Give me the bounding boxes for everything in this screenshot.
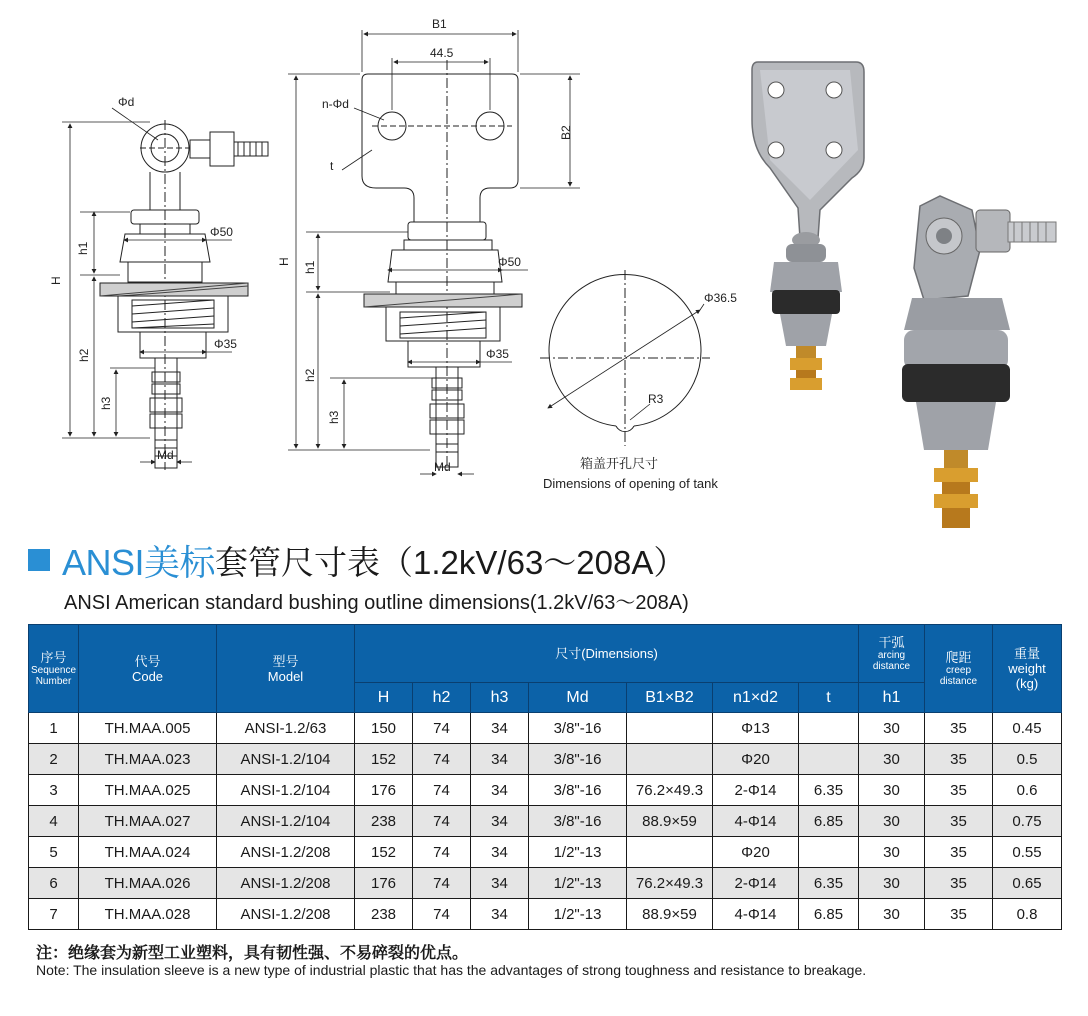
- cell-model: ANSI-1.2/104: [217, 775, 355, 806]
- cell-b1b2: 88.9×59: [627, 899, 713, 930]
- header-arcing-distance: 干弧 arcing distance: [859, 625, 925, 683]
- section-title: [28, 538, 686, 582]
- cell-t: [799, 713, 859, 744]
- drawing-tank-opening: [540, 270, 710, 446]
- note-chinese: 注：绝缘套为新型工业塑料，具有韧性强、不易碎裂的优点。: [36, 945, 469, 962]
- label-B2: B2: [559, 125, 573, 140]
- cell-sequence: 3: [29, 775, 79, 806]
- cell-creep: 35: [925, 837, 993, 868]
- cell-sequence: 6: [29, 868, 79, 899]
- header-weight: 重量 weight (kg): [993, 625, 1062, 713]
- section-subtitle: ANSI American standard bushing outline dimensions(1.2kV/63～208A): [64, 592, 689, 614]
- label-phi50-1: Φ50: [210, 225, 233, 239]
- header-dimensions: 尺寸(Dimensions): [355, 625, 859, 683]
- label-t: t: [330, 159, 334, 173]
- cell-creep: 35: [925, 899, 993, 930]
- label-phi50-2: Φ50: [498, 255, 521, 269]
- cell-h3: 34: [471, 837, 529, 868]
- header-h3: h3: [471, 683, 529, 713]
- cell-md: 3/8"-16: [529, 806, 627, 837]
- title-ansi: ANSI美标: [62, 541, 216, 583]
- table-row: [29, 899, 1062, 930]
- cell-creep: 35: [925, 775, 993, 806]
- table-row: [29, 868, 1062, 899]
- cell-model: ANSI-1.2/63: [217, 713, 355, 744]
- header-creep-distance: 爬距 creep distance: [925, 625, 993, 713]
- cell-code: TH.MAA.026: [79, 868, 217, 899]
- header-code: 代号 Code: [79, 625, 217, 713]
- cell-n1d2: Φ13: [713, 713, 799, 744]
- cell-h1: 30: [859, 868, 925, 899]
- cell-md: 3/8"-16: [529, 744, 627, 775]
- tank-caption-en: Dimensions of opening of tank: [543, 476, 718, 491]
- label-H-2: H: [277, 257, 291, 266]
- cell-model: ANSI-1.2/208: [217, 899, 355, 930]
- cell-h1: 30: [859, 806, 925, 837]
- cell-code: TH.MAA.024: [79, 837, 217, 868]
- cell-sequence: 2: [29, 744, 79, 775]
- table-row: [29, 713, 1062, 744]
- table-row: [29, 837, 1062, 868]
- cell-md: 3/8"-16: [529, 713, 627, 744]
- cell-weight: 0.55: [993, 837, 1062, 868]
- cell-H: 150: [355, 713, 413, 744]
- dimension-table: [28, 624, 1062, 930]
- title-cn: 套管尺寸表（1.2kV/63～208A）: [215, 543, 687, 581]
- cell-b1b2: [627, 744, 713, 775]
- cell-n1d2: 4-Φ14: [713, 806, 799, 837]
- header-model: 型号 Model: [217, 625, 355, 713]
- cell-t: 6.85: [799, 899, 859, 930]
- cell-h1: 30: [859, 899, 925, 930]
- label-h2-2: h2: [303, 368, 317, 382]
- header-H: H: [355, 683, 413, 713]
- cell-h2: 74: [413, 899, 471, 930]
- cell-h1: 30: [859, 775, 925, 806]
- drawing-eyebolt-bushing: [62, 108, 268, 470]
- cell-h3: 34: [471, 899, 529, 930]
- label-phi-d: Φd: [118, 95, 135, 109]
- cell-model: ANSI-1.2/104: [217, 744, 355, 775]
- cell-h2: 74: [413, 837, 471, 868]
- table-row: [29, 806, 1062, 837]
- label-phi35-1: Φ35: [214, 337, 237, 351]
- cell-h2: 74: [413, 775, 471, 806]
- label-R3: R3: [648, 392, 664, 406]
- cell-n1d2: 4-Φ14: [713, 899, 799, 930]
- cell-H: 238: [355, 899, 413, 930]
- cell-code: TH.MAA.028: [79, 899, 217, 930]
- cell-t: [799, 744, 859, 775]
- cell-t: [799, 837, 859, 868]
- cell-h3: 34: [471, 806, 529, 837]
- label-h2-1: h2: [77, 348, 91, 362]
- cell-h1: 30: [859, 837, 925, 868]
- cell-b1b2: 76.2×49.3: [627, 775, 713, 806]
- title-bullet-square: [28, 549, 50, 571]
- label-H-1: H: [49, 276, 63, 285]
- cell-creep: 35: [925, 868, 993, 899]
- header-b1b2: B1×B2: [627, 683, 713, 713]
- header-sequence: 序号 Sequence Number: [29, 625, 79, 713]
- cell-creep: 35: [925, 744, 993, 775]
- label-n-phi-d: n-Φd: [322, 97, 349, 111]
- label-phi35-2: Φ35: [486, 347, 509, 361]
- cell-sequence: 4: [29, 806, 79, 837]
- cell-weight: 0.75: [993, 806, 1062, 837]
- cell-h2: 74: [413, 744, 471, 775]
- label-h1-1: h1: [76, 241, 90, 255]
- cell-creep: 35: [925, 806, 993, 837]
- cell-t: 6.85: [799, 806, 859, 837]
- table-row: [29, 744, 1062, 775]
- cell-b1b2: [627, 713, 713, 744]
- cell-h2: 74: [413, 713, 471, 744]
- header-n1d2: n1×d2: [713, 683, 799, 713]
- cell-n1d2: 2-Φ14: [713, 775, 799, 806]
- label-h3-1: h3: [99, 396, 113, 410]
- table-row: [29, 775, 1062, 806]
- cell-n1d2: Φ20: [713, 837, 799, 868]
- cell-H: 176: [355, 775, 413, 806]
- cell-h3: 34: [471, 775, 529, 806]
- label-phi36-5: Φ36.5: [704, 291, 737, 305]
- label-44-5: 44.5: [430, 46, 454, 60]
- cell-code: TH.MAA.027: [79, 806, 217, 837]
- header-h2: h2: [413, 683, 471, 713]
- cell-H: 238: [355, 806, 413, 837]
- cell-weight: 0.45: [993, 713, 1062, 744]
- cell-h1: 30: [859, 713, 925, 744]
- cell-model: ANSI-1.2/208: [217, 837, 355, 868]
- cell-code: TH.MAA.023: [79, 744, 217, 775]
- cell-creep: 35: [925, 713, 993, 744]
- note-english: Note: The insulation sleeve is a new type of industrial plastic that has the advantages of strong toughness and resistance to breakage.: [36, 962, 867, 978]
- cell-H: 176: [355, 868, 413, 899]
- cell-H: 152: [355, 744, 413, 775]
- cell-h2: 74: [413, 868, 471, 899]
- cell-h3: 34: [471, 744, 529, 775]
- cell-n1d2: 2-Φ14: [713, 868, 799, 899]
- cell-sequence: 7: [29, 899, 79, 930]
- cell-model: ANSI-1.2/208: [217, 868, 355, 899]
- cell-b1b2: [627, 837, 713, 868]
- label-B1: B1: [432, 17, 447, 31]
- cell-t: 6.35: [799, 775, 859, 806]
- cell-code: TH.MAA.025: [79, 775, 217, 806]
- cell-md: 1/2"-13: [529, 868, 627, 899]
- cell-md: 3/8"-16: [529, 775, 627, 806]
- cell-n1d2: Φ20: [713, 744, 799, 775]
- cell-model: ANSI-1.2/104: [217, 806, 355, 837]
- cell-sequence: 1: [29, 713, 79, 744]
- cell-md: 1/2"-13: [529, 899, 627, 930]
- label-md-1: Md: [157, 448, 174, 462]
- tank-caption-cn: 箱盖开孔尺寸: [580, 456, 659, 471]
- cell-H: 152: [355, 837, 413, 868]
- product-photo-flag-bushing: [752, 62, 864, 390]
- cell-weight: 0.5: [993, 744, 1062, 775]
- cell-weight: 0.65: [993, 868, 1062, 899]
- cell-sequence: 5: [29, 837, 79, 868]
- product-photo-eyebolt-bushing: [902, 196, 1056, 528]
- header-h1: h1: [859, 683, 925, 713]
- cell-b1b2: 76.2×49.3: [627, 868, 713, 899]
- header-t: t: [799, 683, 859, 713]
- cell-h2: 74: [413, 806, 471, 837]
- cell-t: 6.35: [799, 868, 859, 899]
- cell-code: TH.MAA.005: [79, 713, 217, 744]
- cell-h3: 34: [471, 713, 529, 744]
- cell-b1b2: 88.9×59: [627, 806, 713, 837]
- cell-h1: 30: [859, 744, 925, 775]
- label-h1-2: h1: [303, 260, 317, 274]
- label-h3-2: h3: [327, 410, 341, 424]
- label-md-2: Md: [434, 460, 451, 474]
- cell-h3: 34: [471, 868, 529, 899]
- header-md: Md: [529, 683, 627, 713]
- cell-md: 1/2"-13: [529, 837, 627, 868]
- cell-weight: 0.8: [993, 899, 1062, 930]
- cell-weight: 0.6: [993, 775, 1062, 806]
